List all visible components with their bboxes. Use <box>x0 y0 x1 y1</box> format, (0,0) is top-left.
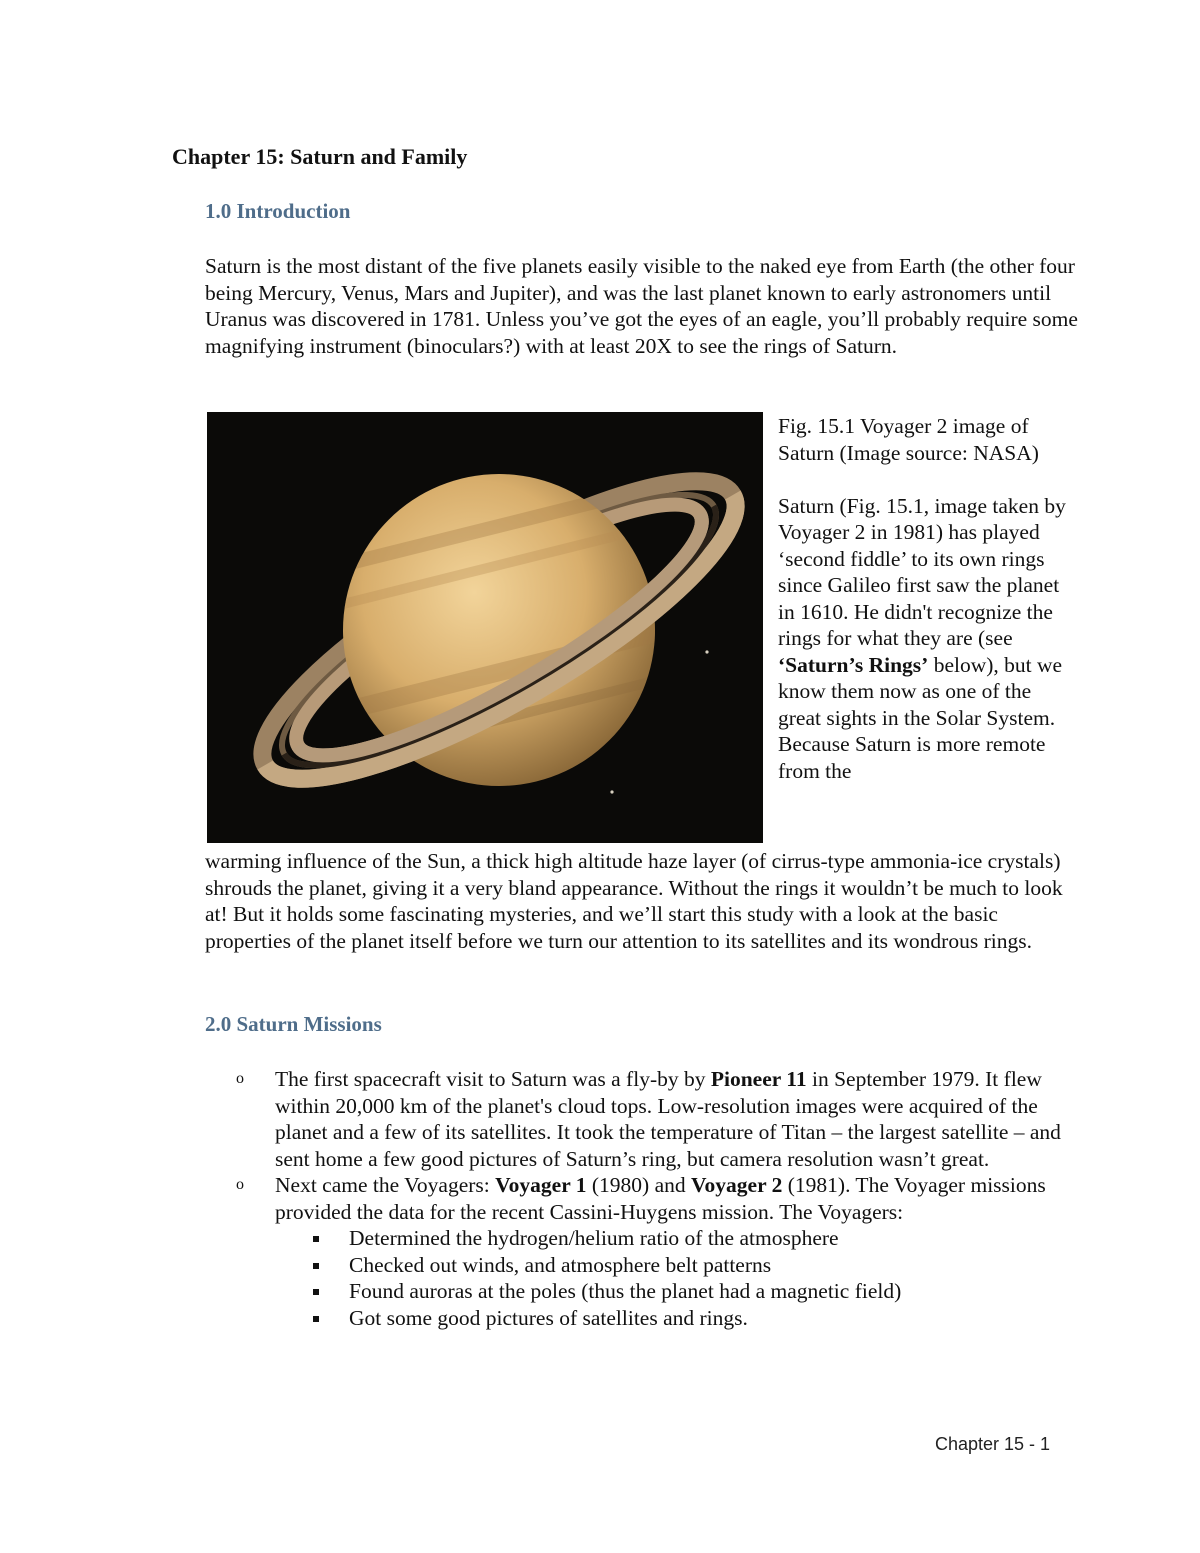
voyager-2-name: Voyager 2 <box>691 1173 783 1197</box>
voyagers-text-post: (1981). The Voyager missions provided the data for the recent Cassini-Huygens mission. The Voyagers: <box>275 1173 1046 1224</box>
list-item <box>311 1225 1086 1252</box>
voyagers-text-pre: Next came the Voyagers: <box>275 1173 496 1197</box>
square-bullet-icon <box>313 1289 319 1295</box>
voyager-findings-list <box>275 1225 1086 1331</box>
square-bullet-icon <box>313 1316 319 1322</box>
list-item <box>311 1252 1086 1279</box>
saturn-image <box>207 412 763 843</box>
finding-text: Got some good pictures of satellites and rings. <box>349 1305 748 1330</box>
wrap-paragraph: warming influence of the Sun, a thick high altitude haze layer (of cirrus-type ammonia-ice crystals) shrouds the planet, giving it a very bland appearance. Without the rings it wouldn’t be much to look at! But it holds some fascinating mysteries, and we’ll start this study with a look at the basic properties of the planet itself before we turn our attention to its satellites and its wondrous rings. <box>205 849 1063 953</box>
finding-text: Determined the hydrogen/helium ratio of the atmosphere <box>349 1226 839 1250</box>
saturn-illustration <box>207 412 763 843</box>
pioneer-name: Pioneer 11 <box>710 1067 807 1091</box>
voyager-1-name: Voyager 1 <box>495 1173 587 1197</box>
voyagers-text-mid: (1980) and <box>586 1173 691 1197</box>
intro-paragraph: Saturn is the most distant of the five planets easily visible to the naked eye from Earth (the other four being Mercury, Venus, Mars and Jupiter), and was the last planet known to early astronomers until Uranus was discovered in 1781. Unless you’ve got the eyes of an eagle, you’ll probably require some magnifying instrument (binoculars?) with at least 20X to see the rings of Saturn. <box>205 254 1078 358</box>
pioneer-text-post: in September 1979. It flew within 20,000 km of the planet's cloud tops. Low-resolution images were acquired of the planet and a few of its satellites. It took the temperature of Titan – the largest satellite – and sent home a few good pictures of Saturn’s ring, but camera resolution wasn’t great. <box>275 1067 1061 1171</box>
side-text-column <box>778 413 1078 784</box>
list-item-voyagers <box>236 1172 1086 1331</box>
page-footer: Chapter 15 - 1 <box>935 1434 1051 1454</box>
square-bullet-icon <box>313 1236 319 1242</box>
saturns-rings-reference: ‘Saturn’s Rings’ <box>778 652 929 677</box>
list-item <box>311 1305 1086 1332</box>
chapter-title: Chapter 15: Saturn and Family <box>172 144 468 169</box>
bullet-marker: o <box>236 1070 244 1087</box>
finding-text: Checked out winds, and atmosphere belt patterns <box>349 1252 772 1277</box>
bullet-marker: o <box>236 1176 244 1193</box>
missions-list <box>236 1066 1086 1331</box>
square-bullet-icon <box>313 1263 319 1269</box>
section-heading-missions: 2.0 Saturn Missions <box>205 1012 382 1036</box>
list-item <box>311 1278 1086 1305</box>
section-heading-introduction: 1.0 Introduction <box>205 199 351 223</box>
pioneer-text-pre: The first spacecraft visit to Saturn was a fly-by by <box>275 1067 711 1091</box>
side-paragraph-part1: Saturn (Fig. 15.1, image taken by Voyager 2 in 1981) has played ‘second fiddle’ to its own rings since Galileo first saw the planet in 1610. He didn't recognize the rings for what they are (see <box>778 493 1066 650</box>
figure-caption: Fig. 15.1 Voyager 2 image of Saturn (Image source: NASA) <box>778 414 1039 465</box>
finding-text: Found auroras at the poles (thus the planet had a magnetic field) <box>349 1279 902 1303</box>
side-paragraph-part2: below), but we know them now as one of the great sights in the Solar System. Because Saturn is more remote from the <box>778 652 1063 783</box>
list-item-pioneer <box>236 1066 1086 1172</box>
side-paragraph <box>778 493 1078 785</box>
